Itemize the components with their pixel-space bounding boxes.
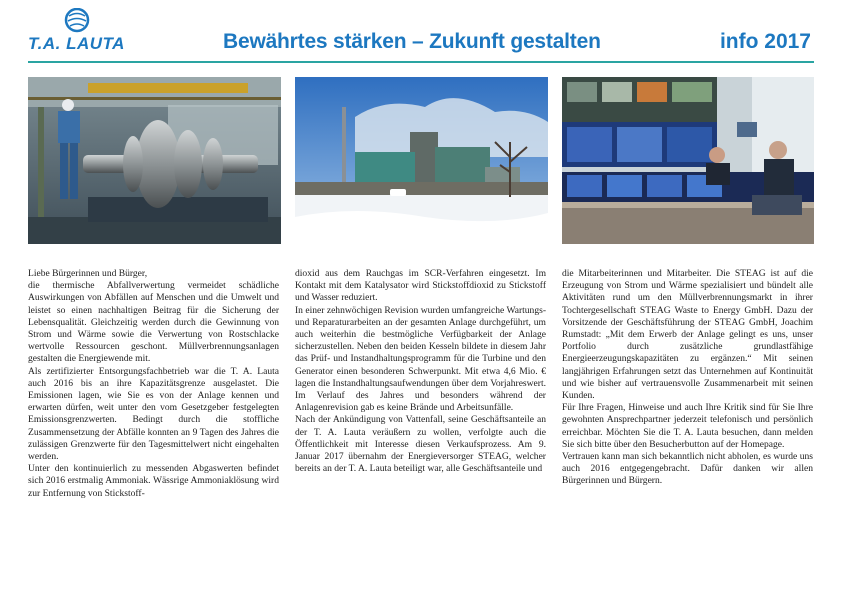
article-paragraph: Für Ihre Fragen, Hinweise und auch Ihre Kritik sind für Sie Ihre gewohnten Ansprechpartner jederzeit telefonisch und persönlich erreichbar. Möchten Sie die T. A. Lauta besuchen, dann melden Sie sich bitte über den Besucherbutton auf der Homepage. xyxy=(562,402,813,450)
salutation: Liebe Bürgerinnen und Bürger, xyxy=(28,268,148,279)
article-paragraph: Vertrauen kann man sich bekanntlich nicht abholen, es wurde uns auch 2016 entgegengebracht. Dafür danken wir allen Bürgerinnen und Bürgern. xyxy=(562,451,813,487)
incineration-plant-winter-photo xyxy=(295,77,548,244)
article-paragraph: die thermische Abfallverwertung vermeidet schädliche Auswirkungen von Abfällen auf Menschen und die Umwelt und leistet so einen nachhaltigen Beitrag für die Sicherung der Lebensqualität. Gleichzeitig werden durch die Gewinnung von Strom und Wärme sowie die Verwertung von Rostschlacke wertvolle Ressourcen geschont. Müllverbrennungsanlagen gestalten die Energiewende mit. xyxy=(28,280,279,365)
page-headline: Bewährtes stärken – Zukunft gestalten xyxy=(223,30,601,53)
article-paragraph: dioxid aus dem Rauchgas im SCR-Verfahren eingesetzt. Im Kontakt mit dem Katalysator wird Stickstoffdioxid zu Stickstoff und Wasser reduziert. xyxy=(295,268,546,304)
issue-label: info 2017 xyxy=(719,30,811,53)
article-paragraph: Unter den kontinuierlich zu messenden Abgaswerten befindet sich 2016 erstmalig Ammoniak. Wässrige Ammoniaklösung wird zur Entfernung von Stickstoff- xyxy=(28,463,279,499)
article-column-2 xyxy=(295,268,546,475)
control-room-photo xyxy=(562,77,814,244)
turbine-workshop-photo xyxy=(28,77,281,244)
article-paragraph: Als zertifizierter Entsorgungsfachbetrieb war die T. A. Lauta auch 2016 bis an ihre Kapazitätsgrenze ausgelastet. Die Emissionen lagen, wie Sie es von der Anlage kennen und erwarten dürfen, weit unter den vom Gesetzgeber festgelegten Emissionsgrenzwerten. Bedingt durch die stoffliche Zusammensetzung der Abfälle konnten an 9 Tagen des Jahres die zulässigen Grenzwerte für den Tagesmittelwert nicht eingehalten werden. xyxy=(28,365,279,463)
header-divider xyxy=(28,61,814,63)
article-paragraph: die Mitarbeiterinnen und Mitarbeiter. Die STEAG ist auf die Erzeugung von Strom und Wärme spezialisiert und bündelt alle Aktivitäten rund um den Müllverbrennungsmarkt in ihrer Tochtergesellschaft STEAG Waste to Energy GmbH. Dazu der Vorsitzende der Geschäftsführung der STEAG GmbH, Joachim Rumstadt: „Mit dem Erwerb der Anlage gelingt es uns, unser Portfolio durch zusätzliche grundlastfähige Energieerzeugungskapazitäten zu ergänzen.“ Mit seinen langjährigen Erfahrungen setzt das Unternehmen auf Kontinuität und wie bisher auf vertrauensvolle Zusammenarbeit mit seinen Kunden. xyxy=(562,268,813,402)
logo-text: T.A. LAUTA xyxy=(28,34,125,53)
article-column-1 xyxy=(28,268,279,500)
article-paragraph: In einer zehnwöchigen Revision wurden umfangreiche Wartungs- und Reparaturarbeiten an der gesamten Anlage durchgeführt, um auch weiterhin die bestmögliche Verfügbarkeit der Anlage sicherzustellen. Neben den beiden Kesseln bildete in diesem Jahr das Prüf- und Instandhaltungsprogramm für die Turbine und den Generator einen besonderen Schwerpunkt. Mit etwa 4,6 Mio. € lagen die Instandhaltungsaufwendungen über dem Vorjahreswert. Im Verlauf des Jahres und besonders während der Anlagenrevision gab es keine Brände und Arbeitsunfälle. xyxy=(295,304,546,414)
article-paragraph: Nach der Ankündigung von Vattenfall, seine Geschäftsanteile an der T. A. Lauta veräußern zu wollen, verfolgte auch die Öffentlichkeit mit Interesse diesen Verkaufsprozess. Am 9. Januar 2017 übernahm der Energieversorger STEAG, welcher bereits an der T. A. Lauta beteiligt war, alle Geschäftsanteile und xyxy=(295,414,546,475)
article-column-3 xyxy=(562,268,813,488)
company-logo xyxy=(28,8,124,56)
